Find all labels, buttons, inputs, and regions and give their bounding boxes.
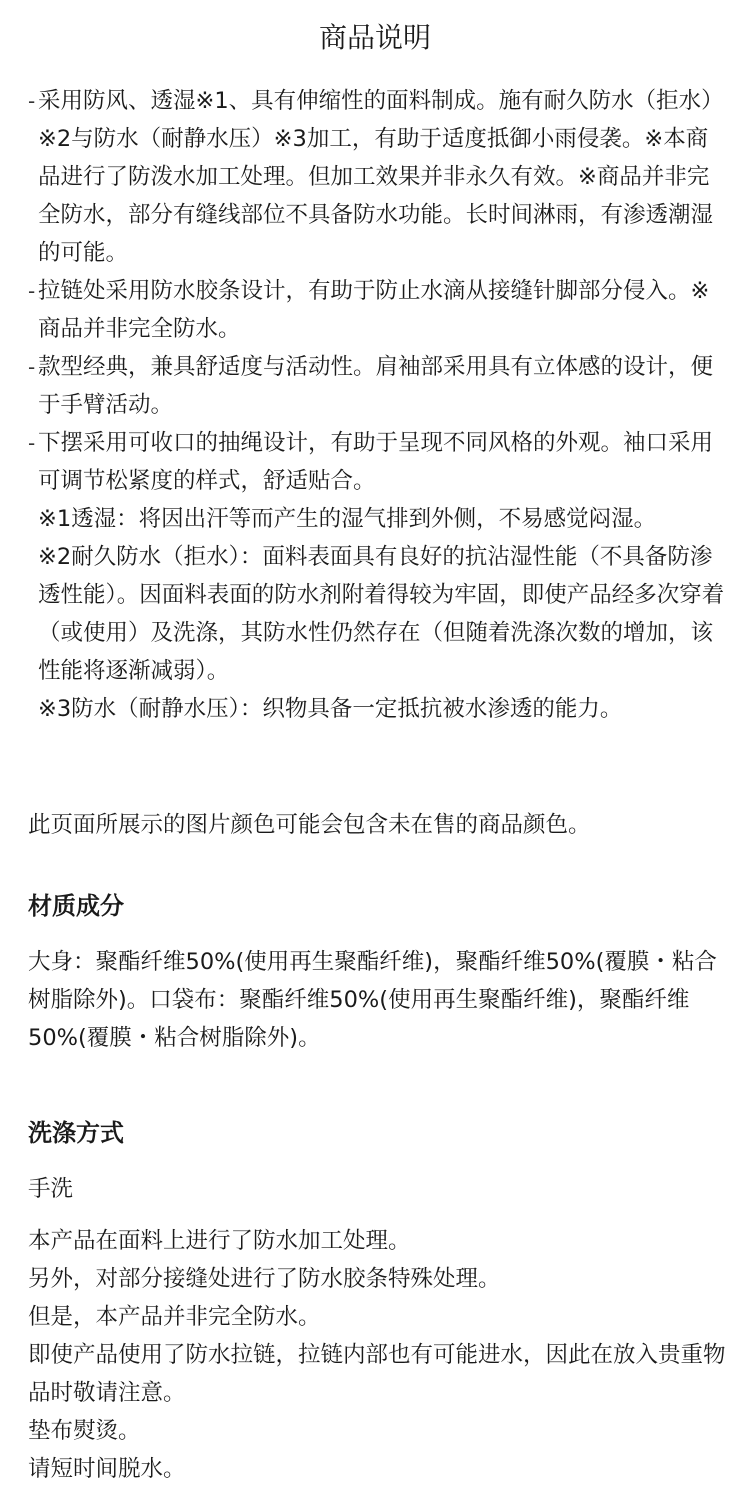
washing-line: 即使产品使用了防水拉链，拉链内部也有可能进水，因此在放入贵重物品时敬请注意。 bbox=[28, 1342, 726, 1406]
washing-heading: 洗涤方式 bbox=[28, 1119, 124, 1147]
feature-text: 款型经典，兼具舒适度与活动性。肩袖部采用具有立体感的设计，便于手臂活动。 bbox=[38, 354, 714, 418]
feature-bullet bbox=[28, 272, 728, 348]
footnote: ※1透湿：将因出汗等而产生的湿气排到外侧，不易感觉闷湿。 bbox=[38, 506, 657, 532]
feature-text: 采用防风、透湿※1、具有伸缩性的面料制成。施有耐久防水（拒水）※2与防水（耐静水压）※3加工，有助于适度抵御小雨侵袭。※本商品进行了防泼水加工处理。但加工效果并非永久有效。※商品并非完全防水，部分有缝线部位不具备防水功能。长时间淋雨，有渗透潮湿的可能。 bbox=[38, 88, 724, 266]
bullet-mark: - bbox=[28, 279, 36, 303]
washing-line: 请短时间脱水。 bbox=[28, 1456, 186, 1482]
washing-line: 垫布熨烫。 bbox=[28, 1418, 141, 1444]
feature-bullet bbox=[28, 424, 728, 500]
feature-bullet bbox=[28, 348, 728, 424]
washing-line: 另外，对部分接缝处进行了防水胶条特殊处理。 bbox=[28, 1266, 501, 1292]
washing-method: 手洗 bbox=[28, 1176, 74, 1202]
material-heading: 材质成分 bbox=[28, 892, 124, 920]
bullet-mark: - bbox=[28, 431, 36, 455]
material-text: 大身：聚酯纤维50%(使用再生聚酯纤维)，聚酯纤维50%(覆膜・粘合树脂除外)。口袋布：聚酯纤维50%(使用再生聚酯纤维)，聚酯纤维50%(覆膜・粘合树脂除外)。 bbox=[28, 949, 717, 1051]
feature-text: 下摆采用可收口的抽绳设计，有助于呈现不同风格的外观。袖口采用可调节松紧度的样式，舒适贴合。 bbox=[38, 430, 714, 494]
footnote: ※3防水（耐静水压）：织物具备一定抵抗被水渗透的能力。 bbox=[38, 696, 623, 722]
feature-bullet bbox=[28, 82, 728, 272]
page-title: 商品说明 bbox=[318, 21, 431, 54]
footnote: ※2耐久防水（拒水）：面料表面具有良好的抗沾湿性能（不具备防渗透性能）。因面料表面的防水剂附着得较为牢固，即使产品经多次穿着（或使用）及洗涤，其防水性仍然存在（但随着洗涤次数的增加，该性能将逐渐减弱）。 bbox=[38, 544, 725, 684]
washing-line: 本产品在面料上进行了防水加工处理。 bbox=[28, 1228, 411, 1254]
washing-line: 但是，本产品并非完全防水。 bbox=[28, 1304, 321, 1330]
bullet-mark: - bbox=[28, 355, 36, 379]
description-section bbox=[28, 82, 728, 728]
washing-notes bbox=[28, 1222, 728, 1488]
feature-text: 拉链处采用防水胶条设计，有助于防止水滴从接缝针脚部分侵入。※商品并非完全防水。 bbox=[38, 278, 710, 342]
bullet-mark: - bbox=[28, 89, 36, 113]
color-notice: 此页面所展示的图片颜色可能会包含未在售的商品颜色。 bbox=[28, 812, 591, 838]
